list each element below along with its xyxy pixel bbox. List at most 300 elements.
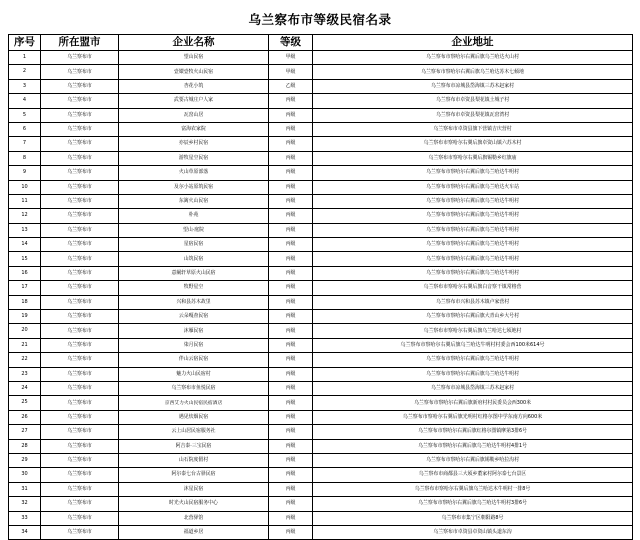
cell-city-text: 乌兰察布市 [67,485,92,492]
cell-address [313,51,633,65]
cell-grade [269,367,313,381]
cell-grade-text: 丙级 [285,428,296,435]
cell-grade-text: 丙级 [285,241,296,248]
cell-grade-text: 丙级 [285,212,296,219]
cell-name [119,338,269,352]
cell-city-text: 乌兰察布市 [67,313,92,320]
cell-address-text: 乌兰察布市察哈尔右翼后旗白音察干镇常格营 [423,284,522,291]
cell-city-text: 乌兰察布市 [67,500,92,507]
table-row [9,468,633,482]
table-row [9,209,633,223]
cell-index [9,497,41,511]
cell-grade [269,310,313,324]
cell-name-text: 云上山居民宿服务社 [171,428,216,435]
cell-address-text: 乌兰察布市卓资县梨花镇土城子村 [435,97,510,104]
cell-address-text: 乌兰察布市察哈尔右翼后旗乌兰哈达牛明村4排1号 [418,442,527,449]
cell-index [9,266,41,280]
cell-city [41,180,119,194]
cell-name-text: 牧野星空 [183,284,204,291]
cell-index [9,122,41,136]
cell-name-text: 遇见炊烟民宿 [178,413,209,420]
cell-index [9,238,41,252]
cell-name [119,65,269,79]
cell-index-text: 9 [22,169,27,176]
table-row [9,324,633,338]
cell-grade [269,266,313,280]
cell-city-text: 乌兰察布市 [67,169,92,176]
cell-grade [269,194,313,208]
cell-city [41,166,119,180]
cell-grade [269,497,313,511]
cell-grade [269,410,313,424]
cell-index [9,51,41,65]
cell-address [313,425,633,439]
cell-address [313,468,633,482]
cell-city [41,137,119,151]
cell-grade-text: 丙级 [285,341,296,348]
cell-address [313,497,633,511]
cell-index-text: 26 [21,413,28,420]
table-row [9,122,633,136]
cell-city-text: 乌兰察布市 [67,241,92,248]
cell-grade-text: 丙级 [285,269,296,276]
cell-address [313,252,633,266]
cell-name-text: 福道乡居 [183,529,204,536]
cell-city-text: 乌兰察布市 [67,370,92,377]
cell-address-text: 乌兰察布市察哈尔右翼后旗乌兰哈达牛明村 [426,198,519,205]
cell-address-text: 乌兰察布市察哈尔右翼后旗乌兰哈达七顷地村 [423,327,522,334]
cell-city-text: 乌兰察布市 [67,68,92,75]
cell-name-text: 阿尔泰七台古驿民宿 [171,471,216,478]
cell-grade [269,281,313,295]
cell-address [313,108,633,122]
cell-grade-text: 丙级 [285,169,296,176]
cell-address [313,281,633,295]
cell-index [9,310,41,324]
cell-index-text: 20 [21,327,28,334]
cell-city-text: 乌兰察布市 [67,298,92,305]
cell-city [41,425,119,439]
cell-city [41,497,119,511]
cell-name-text: 星宿民宿 [183,241,204,248]
cell-address [313,453,633,467]
cell-name-text: 瓦窑山居 [183,111,204,118]
cell-index-text: 8 [22,154,27,161]
cell-city [41,410,119,424]
cell-name-text: 北营驿馆 [183,514,204,521]
cell-city [41,79,119,93]
cell-city [41,223,119,237]
cell-address-text: 乌兰察布市察哈尔右翼后旗乌兰哈达牛明村 [426,226,519,233]
cell-city-text: 乌兰察布市 [67,54,92,61]
cell-index [9,425,41,439]
cell-name-text: 意阑轩草原火山民宿 [171,269,216,276]
cell-address [313,166,633,180]
cell-address-text: 乌兰察布市察哈尔右翼后旗红格尔图镇摩第3排6号 [418,428,527,435]
cell-grade-text: 丙级 [285,97,296,104]
cell-city [41,439,119,453]
cell-city-text: 乌兰察布市 [67,140,92,147]
cell-grade-text: 甲级 [285,54,296,61]
cell-city-text: 乌兰察布市 [67,255,92,262]
cell-index-text: 24 [21,385,28,392]
cell-name-text: 朴苑 [188,212,199,219]
table-row [9,51,633,65]
cell-city-text: 乌兰察布市 [67,198,92,205]
cell-grade [269,252,313,266]
cell-grade-text: 丙级 [285,514,296,521]
cell-index-text: 27 [21,428,28,435]
cell-index-text: 33 [21,514,28,521]
cell-city [41,281,119,295]
cell-index [9,410,41,424]
cell-address [313,310,633,324]
cell-name [119,94,269,108]
cell-city [41,396,119,410]
cell-city-text: 乌兰察布市 [67,82,92,89]
cell-index [9,108,41,122]
cell-address-text: 乌兰察布市察哈尔右翼后旗乌兰哈达木牛明村一排8号 [414,485,531,492]
cell-grade [269,295,313,309]
cell-index [9,223,41,237]
cell-address-text: 乌兰察布市察哈尔右翼后旗光明村红格尔图中学东南方向600米 [402,413,543,420]
cell-index [9,324,41,338]
table-row [9,194,633,208]
cell-address-text: 乌兰察布市察哈尔右翼后旗乌兰哈达牛明村 [426,255,519,262]
cell-grade [269,79,313,93]
cell-name [119,122,269,136]
cell-index [9,511,41,525]
cell-grade [269,223,313,237]
cell-grade-text: 丙级 [285,370,296,377]
cell-name-text: 壹嬛壹牧火山民宿 [173,68,214,75]
cell-name [119,310,269,324]
cell-grade-text: 甲级 [285,68,296,75]
cell-index [9,295,41,309]
cell-address-text: 乌兰察布市察哈尔右翼后旗乌兰哈达牛明村 [426,269,519,276]
cell-name [119,51,269,65]
cell-grade [269,439,313,453]
cell-grade [269,180,313,194]
cell-grade [269,338,313,352]
table-row [9,281,633,295]
cell-index [9,453,41,467]
cell-name [119,295,269,309]
cell-index-text: 21 [21,341,28,348]
cell-address-text: 乌兰察布市凉城县岱海镇三苏木赵家村 [430,385,515,392]
cell-city-text: 乌兰察布市 [67,97,92,104]
cell-index-text: 12 [21,212,28,219]
cell-name [119,79,269,93]
cell-index [9,252,41,266]
cell-name [119,137,269,151]
cell-address [313,266,633,280]
cell-name-text: 望山·庭院 [182,226,205,233]
table-row [9,396,633,410]
cell-address-text: 乌兰察布市察哈尔右翼后旗乌兰哈达牛明村 [426,212,519,219]
cell-address-text: 乌兰察布市察哈尔右翼后旗乌兰哈达牛明村 [426,370,519,377]
cell-address [313,223,633,237]
cell-city [41,51,119,65]
table-body [9,51,633,540]
cell-index [9,137,41,151]
cell-address-text: 乌兰察布市察哈尔右翼后旗大青山乡大号村 [426,313,519,320]
table-row [9,425,633,439]
cell-name-text: 亦辰乡村民宿 [178,140,209,147]
cell-grade [269,151,313,165]
cell-city-text: 乌兰察布市 [67,341,92,348]
cell-address [313,94,633,108]
cell-grade [269,453,313,467]
cell-name-text: 山石院度假村 [178,457,209,464]
cell-address [313,122,633,136]
cell-name-text: 东篱火山民宿 [178,198,209,205]
table-row [9,94,633,108]
table-row [9,353,633,367]
cell-address-text: 乌兰察布市察哈尔右翼后旗乌兰哈达火山村 [426,54,519,61]
cell-city-text: 乌兰察布市 [67,385,92,392]
cell-grade [269,137,313,151]
cell-index [9,194,41,208]
table-row [9,238,633,252]
cell-city [41,295,119,309]
cell-index-text: 3 [22,82,27,89]
cell-index-text: 29 [21,457,28,463]
cell-address-text: 乌兰察布市卓资县卓资山镇头道东沟 [433,529,512,536]
cell-city-text: 乌兰察布市 [67,111,92,118]
cell-grade-text: 丙级 [285,485,296,492]
cell-city-text: 乌兰察布市 [67,226,92,233]
cell-city [41,209,119,223]
hostel-listing-table [8,34,633,540]
cell-name [119,266,269,280]
cell-index [9,468,41,482]
table-row [9,338,633,352]
table-row [9,65,633,79]
cell-city [41,381,119,395]
cell-city-text: 乌兰察布市 [67,212,92,219]
cell-city [41,324,119,338]
cell-city [41,151,119,165]
cell-index [9,151,41,165]
cell-address [313,439,633,453]
cell-name-text: 时光火山民宿服务中心 [169,500,218,507]
cell-index [9,209,41,223]
cell-name [119,468,269,482]
cell-address-text: 乌兰察布市察哈尔右翼后旗乌兰哈达牛明村 [426,241,519,248]
cell-address [313,79,633,93]
cell-index [9,353,41,367]
cell-name-text: 游牧星空民宿 [178,154,209,161]
cell-grade-text: 丙级 [285,442,296,449]
cell-grade [269,94,313,108]
cell-index [9,482,41,496]
cell-grade-text: 丙级 [285,226,296,233]
cell-grade [269,209,313,223]
cell-address-text: 乌兰察布市察哈尔右翼后旗乌兰哈达牛明村村委会西100米614号 [400,341,545,348]
cell-index-text: 4 [22,97,27,104]
cell-address-text: 乌兰察布市凉城县岱海镇三苏木赵家村 [430,82,515,89]
cell-name-text: 云朵嘎查民宿 [178,313,209,320]
cell-index [9,396,41,410]
cell-name-text: 富海农家院 [181,126,206,133]
cell-name [119,497,269,511]
cell-name-text: 沐星民宿 [183,485,204,492]
cell-address-text: 乌兰察布市察哈尔右翼后旗乌兰哈达火车站 [426,183,519,190]
cell-address-text: 乌兰察布市察哈尔右翼后旗新府村村民委员会西300米 [414,399,531,406]
cell-grade-text: 丙级 [285,457,296,464]
cell-address-text: 乌兰察布市察哈尔右翼后旗卓资山镇六苏木村 [423,140,522,147]
cell-index [9,439,41,453]
cell-city [41,252,119,266]
cell-grade-text: 丙级 [285,140,296,147]
column-header-city: 所在盟市 [41,35,119,51]
cell-city [41,108,119,122]
cell-grade-text: 丙级 [285,198,296,205]
cell-name-text: 望山民宿 [183,54,204,61]
cell-name [119,166,269,180]
cell-city-text: 乌兰察布市 [67,399,92,406]
cell-address [313,324,633,338]
cell-name [119,180,269,194]
cell-name-text: 火山草原部落 [178,169,209,176]
cell-grade [269,425,313,439]
cell-name [119,381,269,395]
table-row [9,252,633,266]
cell-address-text: 乌兰察布市察哈尔右翼后旗乌兰哈达牛明村 [426,169,519,176]
cell-name [119,194,269,208]
cell-city-text: 乌兰察布市 [67,183,92,190]
cell-grade-text: 丙级 [285,126,296,133]
cell-city [41,65,119,79]
cell-city-text: 乌兰察布市 [67,428,92,435]
cell-grade-text: 丙级 [285,255,296,262]
cell-address-text: 乌兰察布市察哈尔右翼后旗乌兰哈达牛明村3排6号 [418,500,527,507]
cell-address [313,194,633,208]
cell-index-text: 6 [22,126,27,133]
cell-name-text: 乌兰察布市鱼悦民宿 [171,385,216,392]
cell-address-text: 乌兰察布市商都县三大顷乡董家村阿尔泰七台景区 [418,471,527,478]
cell-address [313,65,633,79]
cell-address [313,367,633,381]
cell-grade [269,353,313,367]
table-row [9,511,633,525]
table-row [9,180,633,194]
cell-address [313,353,633,367]
cell-city-text: 乌兰察布市 [67,413,92,420]
cell-grade [269,324,313,338]
cell-name [119,324,269,338]
cell-grade [269,122,313,136]
table-row [9,453,633,467]
cell-grade-text: 丙级 [285,183,296,190]
cell-grade-text: 丙级 [285,313,296,320]
table-row [9,367,633,381]
cell-grade-text: 丙级 [285,413,296,420]
cell-address-text: 乌兰察布市卓资县旗下营镇吉庆营村 [433,126,512,133]
cell-city-text: 乌兰察布市 [67,514,92,521]
cell-index-text: 28 [21,442,28,449]
cell-name-text: 阿吉泰·三宝民宿 [175,442,212,449]
cell-index-text: 18 [21,298,28,305]
cell-grade [269,396,313,410]
cell-grade [269,468,313,482]
column-header-address: 企业地址 [313,35,633,51]
cell-city [41,122,119,136]
column-header-grade: 等级 [269,35,313,51]
cell-address [313,180,633,194]
cell-grade-text: 丙级 [285,471,296,478]
table-row [9,482,633,496]
cell-grade [269,166,313,180]
column-header-index: 序号 [9,35,41,51]
cell-city [41,238,119,252]
cell-grade-text: 丙级 [285,385,296,392]
table-row [9,497,633,511]
cell-index-text: 15 [21,255,28,262]
cell-name [119,151,269,165]
cell-index [9,79,41,93]
cell-name-text: 沐雁民宿 [183,327,204,334]
cell-name-text: 伴山云宿民宿 [178,356,209,363]
cell-city-text: 乌兰察布市 [67,356,92,363]
cell-city [41,367,119,381]
cell-city [41,94,119,108]
cell-address [313,295,633,309]
cell-index [9,381,41,395]
column-header-name: 企业名称 [119,35,269,51]
cell-name [119,238,269,252]
table-row [9,223,633,237]
cell-address [313,151,633,165]
cell-address [313,137,633,151]
cell-address [313,396,633,410]
cell-grade [269,482,313,496]
cell-address [313,482,633,496]
cell-index-text: 7 [22,140,27,147]
page-title: 乌兰察布市等级民宿名录 [248,12,392,27]
table-row [9,439,633,453]
cell-name-text: 山筑民宿 [183,255,204,262]
cell-grade-text: 丙级 [285,529,296,536]
cell-index [9,94,41,108]
cell-address-text: 乌兰察布市集宁区朝阳路8号 [441,514,504,521]
cell-index-text: 16 [21,269,28,276]
cell-index-text: 5 [22,111,27,118]
cell-grade [269,381,313,395]
cell-index-text: 34 [21,528,28,535]
cell-city-text: 乌兰察布市 [67,154,92,161]
cell-address [313,338,633,352]
cell-address-text: 乌兰察布市察哈尔右翼后旗乌兰哈达牛明村 [426,356,519,363]
cell-city [41,338,119,352]
cell-index-text: 14 [21,241,28,248]
table-row [9,295,633,309]
cell-grade [269,65,313,79]
cell-grade [269,238,313,252]
cell-grade-text: 丙级 [285,356,296,363]
cell-city [41,194,119,208]
cell-city-text: 乌兰察布市 [67,457,92,464]
cell-index-text: 30 [21,471,28,478]
cell-address-text: 乌兰察布市察哈尔右翼后旗锡勒乡哈拉沟村 [426,457,519,464]
table-row [9,108,633,122]
cell-name [119,367,269,381]
table-row [9,166,633,180]
cell-index [9,338,41,352]
cell-address-text: 乌兰察布市察哈尔右翼后旗锡勒乡红旗庙 [428,154,517,161]
table-row [9,310,633,324]
